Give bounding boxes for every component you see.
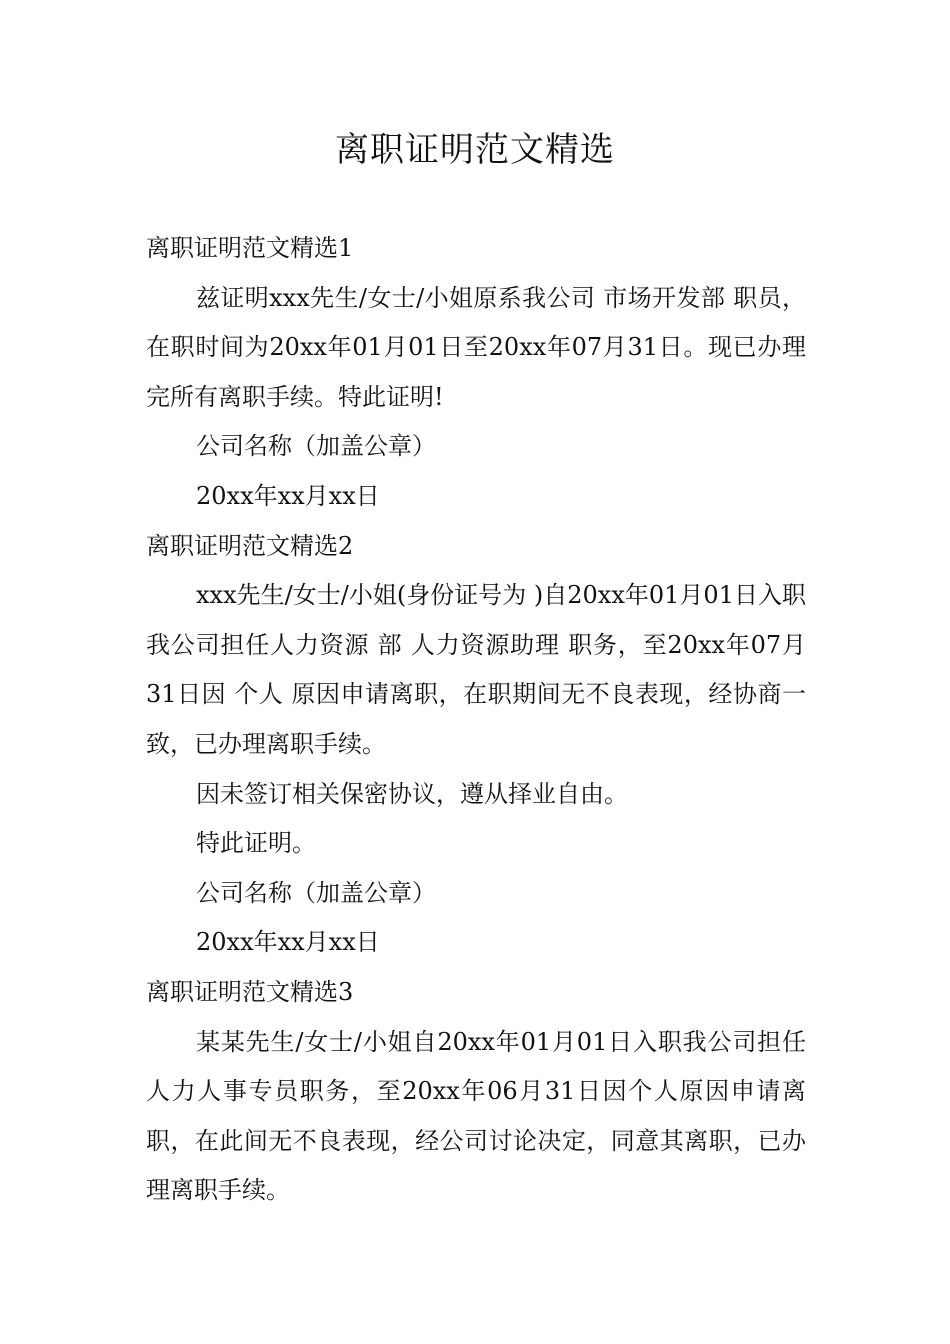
section-1-date: 20xx年xx月xx日 [196, 481, 380, 510]
section-2-paragraph-1: xxx先生/女士/小姐(身份证号为 )自20xx年01月01日入职我公司担任人力资源 部 人力资源助理 职务，至20xx年07月31日因 个人 原因申请离职，在职期间无不良表现，经协商一致，已办理离职手续。 [146, 581, 806, 758]
section-3-paragraph-1: 某某先生/女士/小姐自20xx年01月01日入职我公司担任人力人事专员职务，至20xx年06月31日因个人原因申请离职，在此间无不良表现，经公司讨论决定，同意其离职，已办理离职手续。 [146, 1027, 806, 1205]
section-2-paragraph-3: 特此证明。 [196, 829, 316, 858]
section-heading-2: 离职证明范文精选2 [146, 531, 354, 560]
section-2-company: 公司名称（加盖公章） [196, 878, 436, 907]
section-2-paragraph-2: 因未签订相关保密协议，遵从择业自由。 [196, 779, 628, 808]
section-heading-1: 离职证明范文精选1 [146, 234, 354, 262]
document-body [146, 224, 806, 1216]
section-1-company: 公司名称（加盖公章） [196, 432, 436, 461]
section-heading-3: 离职证明范文精选3 [146, 977, 354, 1006]
document-title: 离职证明范文精选 [335, 130, 615, 170]
section-2-date: 20xx年xx月xx日 [196, 928, 380, 957]
section-1-paragraph-1: 兹证明xxx先生/女士/小姐原系我公司 市场开发部 职员，在职时间为20xx年01月01日至20xx年07月31日。现已办理完所有离职手续。特此证明! [146, 283, 806, 411]
